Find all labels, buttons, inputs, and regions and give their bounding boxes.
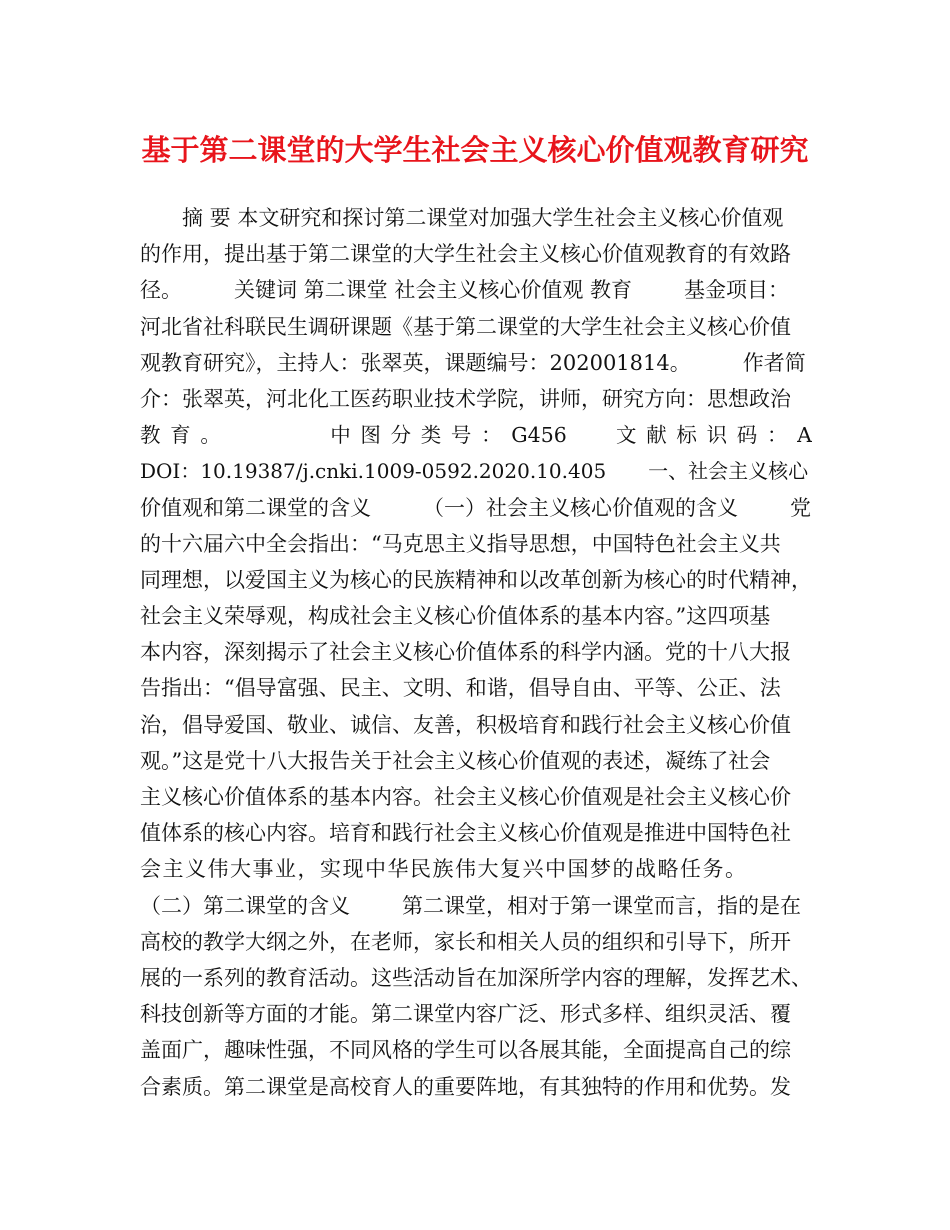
body-line <box>140 200 812 236</box>
body-line: 观教育研究》，主持人：张翠英，课题编号：202001814。 作者简 <box>140 350 806 375</box>
fund-label: 基金项目： <box>684 278 790 303</box>
document-title: 基于第二课堂的大学生社会主义核心价值观教育研究 <box>141 133 809 167</box>
abstract-text: 摘 要 本文研究和探讨第二课堂对加强大学生社会主义核心价值观 <box>182 206 784 230</box>
body-line: 社会主义荣辱观，构成社会主义核心价值体系的基本内容。”这四项基 <box>140 604 771 629</box>
body-line: 的十六届六中全会指出：“马克思主义指导思想，中国特色社会主义共 <box>140 531 781 556</box>
body-line: DOI：10.19387/j.cnki.1009-0592.2020.10.405 一、社会主义核心 <box>140 459 809 484</box>
body-line: 盖面广，趣味性强，不同风格的学生可以各展其能，全面提高自己的综 <box>140 1038 791 1063</box>
document-body <box>140 200 812 1105</box>
body-line: 介：张翠英，河北化工医药职业技术学院，讲师，研究方向：思想政治 <box>140 386 791 411</box>
classification-number: 中 图 分 类 号 ： G456 <box>330 423 567 448</box>
body-line: 合素质。第二课堂是高校育人的重要阵地，有其独特的作用和优势。发 <box>140 1074 791 1099</box>
body-line: 价值观和第二课堂的含义 （一）社会主义核心价值观的含义 党 <box>140 495 811 520</box>
body-line: 教 育 。 中 图 分 类 号 ： G456 文 献 标 识 码 ： A <box>140 423 812 448</box>
document-code: 文 献 标 识 码 ： A <box>616 423 812 448</box>
doi: DOI：10.19387/j.cnki.1009-0592.2020.10.405 <box>140 459 607 484</box>
body-line: 径。 关键词 第二课堂 社会主义核心价值观 教育 基金项目： <box>140 278 790 303</box>
author-label: 作者简 <box>742 350 806 375</box>
body-line: 同理想，以爱国主义为核心的民族精神和以改革创新为核心的时代精神， <box>140 567 812 592</box>
body-line: 高校的教学大纲之外，在老师，家长和相关人员的组织和引导下，所开 <box>140 929 791 954</box>
body-line: 主义核心价值体系的基本内容。社会主义核心价值观是社会主义核心价 <box>140 785 791 809</box>
body-line: 治，倡导爱国、敬业、诚信、友善，积极培育和践行社会主义核心价值 <box>140 712 791 737</box>
body-line: 的作用，提出基于第二课堂的大学生社会主义核心价值观教育的有效路 <box>140 242 791 267</box>
section-heading: （一）社会主义核心价值观的含义 <box>423 495 738 520</box>
body-line: 告指出：“倡导富强、民主、文明、和谐，倡导自由、平等、公正、法 <box>140 676 781 701</box>
keywords: 关键词 第二课堂 社会主义核心价值观 教育 <box>234 278 633 303</box>
body-line: 本内容，深刻揭示了社会主义核心价值体系的科学内涵。党的十八大报 <box>140 640 791 665</box>
body-line: 观。”这是党十八大报告关于社会主义核心价值观的表述，凝练了社会 <box>140 748 771 773</box>
body-line: （二）第二课堂的含义 第二课堂，相对于第一课堂而言，指的是在 <box>140 893 801 918</box>
section-heading: （二）第二课堂的含义 <box>140 893 350 918</box>
body-line: 会主义伟大事业，实现中华民族伟大复兴中国梦的战略任务。 <box>140 857 748 882</box>
body-line: 展的一系列的教育活动。这些活动旨在加深所学内容的理解，发挥艺术、 <box>140 965 812 990</box>
body-line: 河北省社科联民生调研课题《基于第二课堂的大学生社会主义核心价值 <box>140 314 791 339</box>
body-line: 科技创新等方面的才能。第二课堂内容广泛、形式多样、组织灵活、覆 <box>140 1002 791 1027</box>
body-line: 值体系的核心内容。培育和践行社会主义核心价值观是推进中国特色社 <box>140 821 791 846</box>
